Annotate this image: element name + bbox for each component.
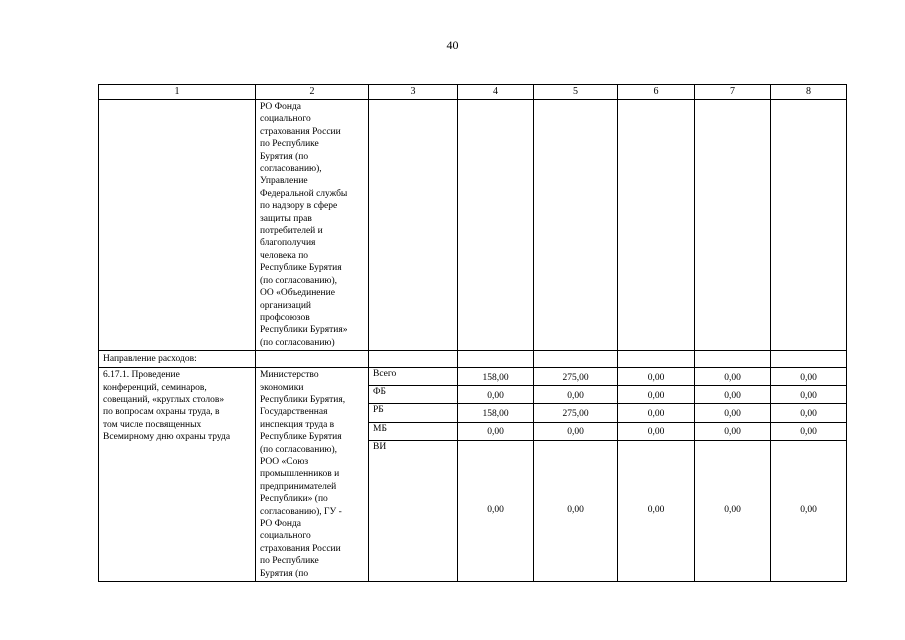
value-col-5: 0,00: [534, 440, 618, 581]
value-col-6: 0,00: [618, 368, 695, 386]
empty-cell: [771, 351, 847, 368]
value-col-8: 0,00: [771, 440, 847, 581]
column-header-1: 1: [99, 85, 256, 100]
value-col-7: 0,00: [695, 422, 771, 440]
empty-cell: [99, 100, 256, 351]
budget-table: [98, 84, 847, 582]
value-col-7: 0,00: [695, 404, 771, 422]
column-header-5: 5: [534, 85, 618, 100]
empty-cell: [618, 100, 695, 351]
empty-cell: [458, 351, 534, 368]
value-col-6: 0,00: [618, 404, 695, 422]
value-col-4: 158,00: [458, 368, 534, 386]
column-header-4: 4: [458, 85, 534, 100]
continuation-row: [99, 100, 847, 351]
value-col-6: 0,00: [618, 440, 695, 581]
value-col-8: 0,00: [771, 368, 847, 386]
funding-source: ФБ: [369, 386, 458, 404]
value-col-5: 275,00: [534, 404, 618, 422]
empty-cell: [369, 100, 458, 351]
value-col-8: 0,00: [771, 386, 847, 404]
value-col-8: 0,00: [771, 404, 847, 422]
measure-executors: Министерство экономики Республики Бурятия, Государственная инспекция труда в Республике Бурятия (по согласованию), РОО «Союз промышленников и предпринимателей Республики» (по согласованию), ГУ - РО Фонда социального страхования России по Республике Бурятия (по: [256, 368, 369, 582]
column-header-6: 6: [618, 85, 695, 100]
value-col-5: 0,00: [534, 386, 618, 404]
value-col-4: 0,00: [458, 440, 534, 581]
table-row: [99, 368, 847, 386]
empty-cell: [618, 351, 695, 368]
funding-source: МБ: [369, 422, 458, 440]
empty-cell: [695, 351, 771, 368]
value-col-8: 0,00: [771, 422, 847, 440]
column-header-7: 7: [695, 85, 771, 100]
value-col-7: 0,00: [695, 440, 771, 581]
empty-cell: [534, 351, 618, 368]
value-col-7: 0,00: [695, 386, 771, 404]
empty-cell: [771, 100, 847, 351]
value-col-4: 158,00: [458, 404, 534, 422]
value-col-5: 0,00: [534, 422, 618, 440]
measure-name: 6.17.1. Проведение конференций, семинаров, совещаний, «круглых столов» по вопросам охраны труда, в том числе посвященных Всемирному дню охраны труда: [99, 368, 256, 582]
funding-source: ВИ: [369, 440, 458, 581]
column-header-3: 3: [369, 85, 458, 100]
value-col-4: 0,00: [458, 386, 534, 404]
funding-source: Всего: [369, 368, 458, 386]
direction-row: [99, 351, 847, 368]
direction-label: Направление расходов:: [99, 351, 256, 368]
column-header-8: 8: [771, 85, 847, 100]
funding-source: РБ: [369, 404, 458, 422]
empty-cell: [534, 100, 618, 351]
empty-cell: [256, 351, 369, 368]
empty-cell: [369, 351, 458, 368]
empty-cell: [695, 100, 771, 351]
column-header-2: 2: [256, 85, 369, 100]
executors-continued: РО Фонда социального страхования России по Республике Бурятия (по согласованию), Управление Федеральной службы по надзору в сфере защиты прав потребителей и благополучия человека по Республике Бурятия (по согласованию), ОО «Объединение организаций профсоюзов Республики Бурятия» (по согласованию): [256, 100, 369, 351]
value-col-6: 0,00: [618, 422, 695, 440]
empty-cell: [458, 100, 534, 351]
value-col-7: 0,00: [695, 368, 771, 386]
value-col-4: 0,00: [458, 422, 534, 440]
page-number: 40: [446, 38, 459, 52]
value-col-6: 0,00: [618, 386, 695, 404]
value-col-5: 275,00: [534, 368, 618, 386]
header-row: [99, 85, 847, 100]
